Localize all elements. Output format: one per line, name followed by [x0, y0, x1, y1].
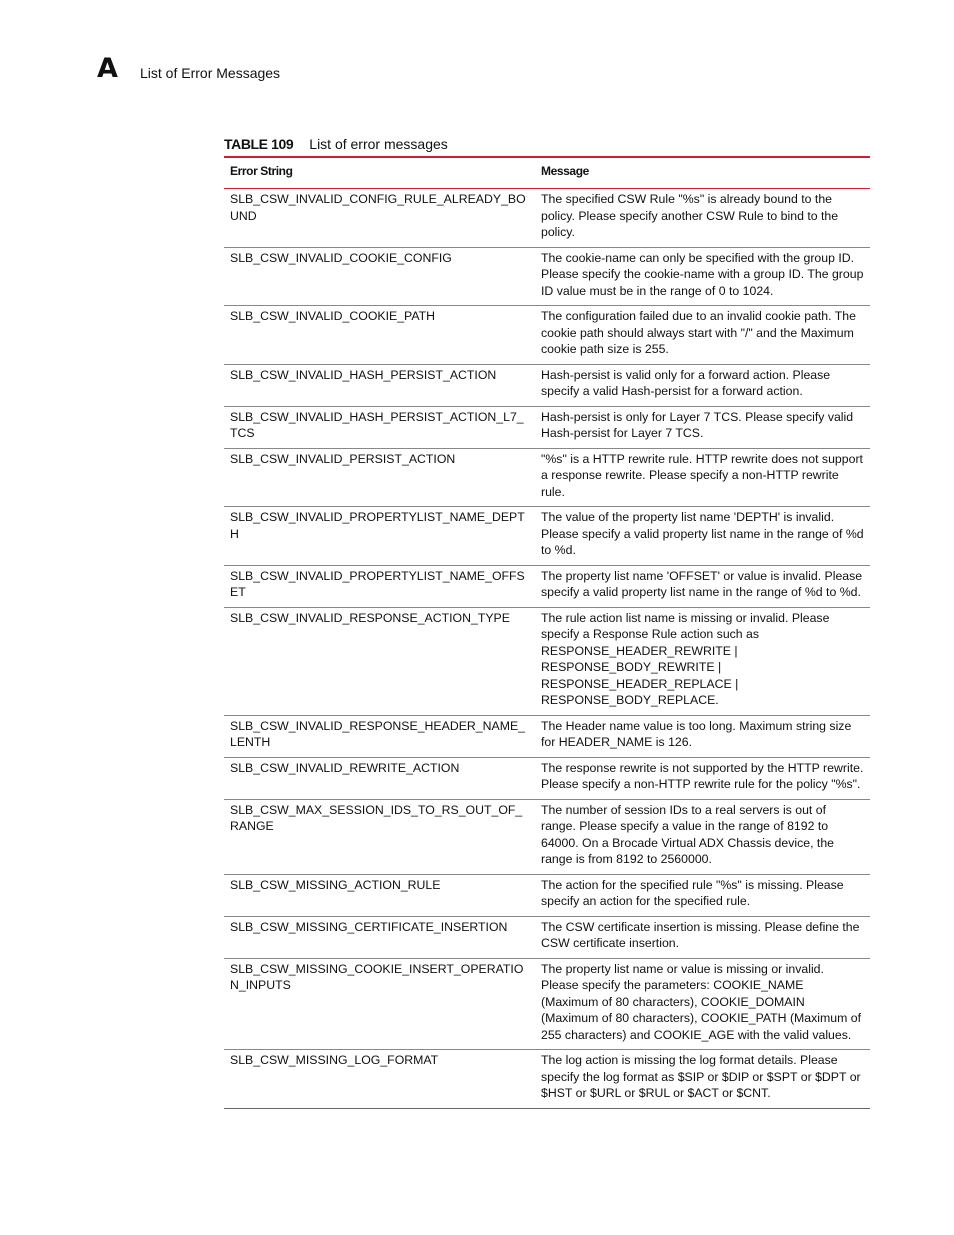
table-row [224, 607, 870, 715]
message-cell: The value of the property list name 'DEPTH' is invalid. Please specify a valid property list name in the range of %d to %d. [541, 510, 864, 557]
error-string-cell: SLB_CSW_INVALID_PROPERTYLIST_NAME_DEPTH [230, 510, 525, 541]
message-cell: The property list name 'OFFSET' or value is invalid. Please specify a valid property list name in the range of %d to %d. [541, 568, 863, 599]
message-cell: The Header name value is too long. Maximum string size for HEADER_NAME is 126. [541, 718, 852, 749]
message-cell: Hash-persist is valid only for a forward action. Please specify a valid Hash-persist for a forward action. [541, 367, 831, 398]
page-header-title: List of Error Messages [140, 65, 281, 81]
table-row [224, 958, 870, 1050]
error-string-cell: SLB_CSW_INVALID_RESPONSE_HEADER_NAME_LENTH [230, 718, 525, 749]
table-number: TABLE 109 [224, 136, 294, 152]
error-string-cell: SLB_CSW_INVALID_RESPONSE_ACTION_TYPE [230, 610, 510, 625]
table-row [224, 448, 870, 507]
table-body [224, 189, 870, 1109]
table-row [224, 406, 870, 448]
message-cell: The configuration failed due to an invalid cookie path. The cookie path should always start with "/" and the Maximum cookie path size is 255. [541, 309, 856, 356]
error-string-cell: SLB_CSW_MISSING_COOKIE_INSERT_OPERATION_INPUTS [230, 961, 524, 992]
message-cell: The CSW certificate insertion is missing. Please define the CSW certificate insertion. [541, 919, 860, 950]
message-cell: The response rewrite is not supported by the HTTP rewrite. Please specify a non-HTTP rewrite rule for the policy "%s". [541, 760, 864, 791]
table-row [224, 1050, 870, 1109]
message-cell: The specified CSW Rule "%s" is already bound to the policy. Please specify another CSW Rule to bind to the policy. [541, 192, 839, 239]
table-row [224, 189, 870, 248]
error-string-cell: SLB_CSW_MISSING_LOG_FORMAT [230, 1053, 439, 1067]
error-string-cell: SLB_CSW_INVALID_REWRITE_ACTION [230, 760, 460, 775]
column-header-message: Message [541, 164, 589, 178]
message-cell: The number of session IDs to a real servers is out of range. Please specify a value in the range of 8192 to 64000. On a Brocade Virtual ADX Chassis device, the range is from 8192 to 2560000. [541, 802, 835, 866]
message-cell: The property list name or value is missing or invalid. Please specify the parameters: COOKIE_NAME (Maximum of 80 characters), COOKIE_DOMAIN (Maximum of 80 characters), COOKIE_PATH (Maximum of 255 characters) and COOKIE_AGE with the valid values. [541, 961, 862, 1042]
section-letter: A [97, 53, 118, 84]
error-string-cell: SLB_CSW_MISSING_CERTIFICATE_INSERTION [230, 919, 508, 934]
error-string-cell: SLB_CSW_MAX_SESSION_IDS_TO_RS_OUT_OF_RANGE [230, 802, 523, 833]
error-string-cell: SLB_CSW_INVALID_HASH_PERSIST_ACTION [230, 367, 497, 382]
error-string-cell: SLB_CSW_INVALID_COOKIE_PATH [230, 309, 436, 323]
table-row [224, 799, 870, 874]
table-header-row [224, 157, 870, 189]
table-row [224, 715, 870, 757]
error-string-cell: SLB_CSW_MISSING_ACTION_RULE [230, 877, 441, 892]
table-row [224, 916, 870, 958]
message-cell: Hash-persist is only for Layer 7 TCS. Please specify valid Hash-persist for Layer 7 TCS. [541, 409, 854, 440]
message-cell: The cookie-name can only be specified with the group ID. Please specify the cookie-name with a group ID. The group ID value must be in the range of 0 to 1024. [541, 250, 864, 298]
table-row [224, 874, 870, 916]
message-cell: The action for the specified rule "%s" is missing. Please specify an action for the specified rule. [541, 877, 844, 908]
table-row [224, 306, 870, 365]
table-row [224, 757, 870, 799]
table-row [224, 507, 870, 566]
table-row [224, 364, 870, 406]
error-string-cell: SLB_CSW_INVALID_CONFIG_RULE_ALREADY_BOUND [230, 192, 526, 223]
error-string-cell: SLB_CSW_INVALID_COOKIE_CONFIG [230, 250, 452, 265]
table-row [224, 565, 870, 607]
error-string-cell: SLB_CSW_INVALID_HASH_PERSIST_ACTION_L7_TCS [230, 409, 524, 440]
error-string-cell: SLB_CSW_INVALID_PROPERTYLIST_NAME_OFFSET [230, 568, 525, 599]
message-cell: The rule action list name is missing or invalid. Please specify a Response Rule action such as RESPONSE_HEADER_REWRITE | RESPONSE_BODY_REWRITE | RESPONSE_HEADER_REPLACE | RESPONSE_BODY_REPLACE. [541, 610, 830, 707]
table-row [224, 247, 870, 306]
table-title: List of error messages [309, 136, 448, 152]
message-cell: "%s" is a HTTP rewrite rule. HTTP rewrite does not support a response rewrite. Please specify a non-HTTP rewrite rule. [541, 451, 863, 499]
error-messages-table [224, 156, 870, 1109]
error-string-cell: SLB_CSW_INVALID_PERSIST_ACTION [230, 451, 456, 466]
table-caption [224, 136, 448, 152]
message-cell: The log action is missing the log format details. Please specify the log format as $SIP or $DIP or $SPT or $DPT or $HST or $URL or $RUL or $ACT or $CNT. [541, 1053, 861, 1100]
column-header-error-string: Error String [230, 164, 293, 178]
